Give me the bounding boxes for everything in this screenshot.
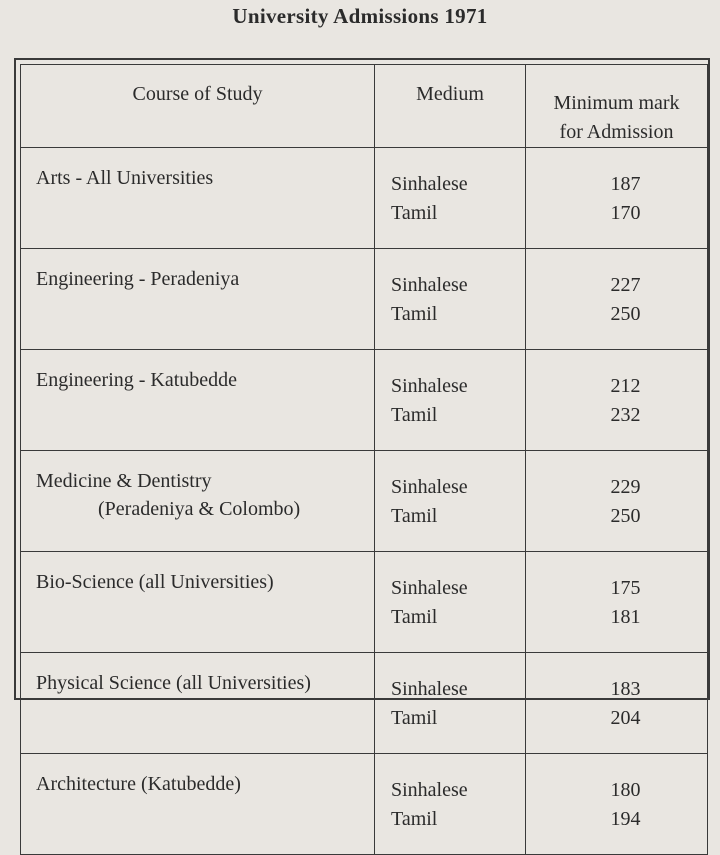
minimum-mark-value: 183: [610, 678, 641, 700]
medium-cell: [375, 552, 526, 653]
course-name: Physical Science (all Universities): [36, 672, 311, 694]
header-minimum-mark-line1: Minimum mark: [553, 92, 680, 114]
course-cell: [21, 754, 375, 855]
table-row: [21, 350, 708, 451]
medium-name: Tamil: [391, 707, 438, 729]
course-name: Engineering - Katubedde: [36, 369, 238, 391]
course-name: Bio-Science (all Universities): [36, 571, 274, 593]
marks-cell: [526, 350, 708, 451]
course-name: Engineering - Peradeniya: [36, 268, 240, 290]
medium-name: Sinhalese: [391, 678, 468, 700]
page-title: University Admissions 1971: [232, 4, 488, 28]
medium-name: Sinhalese: [391, 375, 468, 397]
marks-cell: [526, 451, 708, 552]
header-course: Course of Study: [21, 65, 375, 148]
table-header-row: [21, 65, 708, 148]
course-name: Arts - All Universities: [36, 167, 214, 189]
minimum-mark-value: 229: [610, 476, 641, 498]
course-cell: [21, 552, 375, 653]
medium-cell: [375, 653, 526, 754]
minimum-mark-value: 181: [610, 606, 641, 628]
course-cell: [21, 350, 375, 451]
course-cell: [21, 653, 375, 754]
medium-name: Sinhalese: [391, 274, 468, 296]
table-row: [21, 148, 708, 249]
medium-name: Tamil: [391, 404, 438, 426]
course-name: Medicine & Dentistry: [36, 470, 212, 492]
minimum-mark-value: 175: [610, 577, 641, 599]
admissions-table: [20, 64, 708, 855]
medium-name: Tamil: [391, 808, 438, 830]
medium-cell: [375, 350, 526, 451]
medium-name: Sinhalese: [391, 779, 468, 801]
minimum-mark-value: 170: [610, 202, 641, 224]
minimum-mark-value: 212: [610, 375, 641, 397]
course-name: Architecture (Katubedde): [36, 773, 241, 795]
marks-cell: [526, 653, 708, 754]
medium-cell: [375, 451, 526, 552]
medium-name: Sinhalese: [391, 577, 468, 599]
header-medium: Medium: [375, 65, 526, 148]
table-row: [21, 451, 708, 552]
marks-cell: [526, 249, 708, 350]
table-row: [21, 754, 708, 855]
course-cell: [21, 148, 375, 249]
header-minimum-mark: [526, 65, 708, 148]
marks-cell: [526, 148, 708, 249]
medium-cell: [375, 754, 526, 855]
course-cell: [21, 451, 375, 552]
minimum-mark-value: 194: [610, 808, 641, 830]
minimum-mark-value: 204: [610, 707, 641, 729]
medium-cell: [375, 148, 526, 249]
medium-name: Sinhalese: [391, 173, 468, 195]
medium-cell: [375, 249, 526, 350]
minimum-mark-value: 187: [610, 173, 641, 195]
medium-name: Tamil: [391, 606, 438, 628]
table-row: [21, 249, 708, 350]
course-name: (Peradeniya & Colombo): [98, 498, 301, 520]
minimum-mark-value: 180: [610, 779, 641, 801]
table-row: [21, 653, 708, 754]
medium-name: Tamil: [391, 202, 438, 224]
minimum-mark-value: 250: [610, 505, 641, 527]
marks-cell: [526, 552, 708, 653]
marks-cell: [526, 754, 708, 855]
medium-name: Tamil: [391, 303, 438, 325]
minimum-mark-value: 232: [610, 404, 641, 426]
table-row: [21, 552, 708, 653]
header-minimum-mark-line2: for Admission: [559, 121, 674, 143]
medium-name: Tamil: [391, 505, 438, 527]
minimum-mark-value: 250: [610, 303, 641, 325]
medium-name: Sinhalese: [391, 476, 468, 498]
course-cell: [21, 249, 375, 350]
minimum-mark-value: 227: [610, 274, 641, 296]
